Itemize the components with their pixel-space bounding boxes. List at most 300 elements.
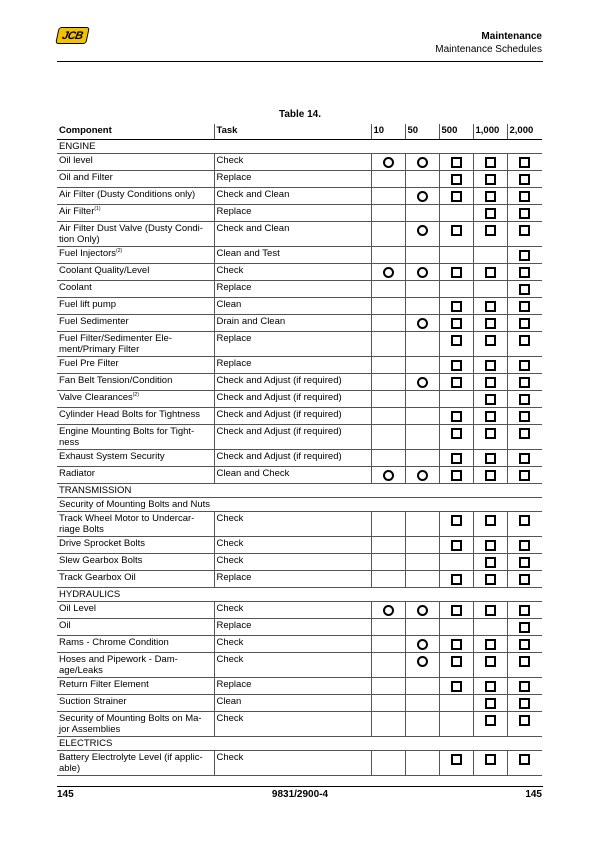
table-row: [57, 571, 542, 588]
circle-icon: [417, 605, 428, 616]
table-row: [57, 425, 542, 450]
column-header-component: Component: [57, 124, 214, 140]
component-text: Suction Strainer: [59, 696, 127, 707]
square-icon: [485, 453, 496, 464]
square-icon: [485, 157, 496, 168]
interval-cell: [507, 171, 542, 188]
interval-cell: [473, 695, 507, 712]
circle-icon: [417, 639, 428, 650]
interval-cell: [473, 171, 507, 188]
square-icon: [519, 335, 530, 346]
component-cell: [57, 357, 214, 374]
interval-cell: [473, 512, 507, 537]
interval-cell: [507, 315, 542, 332]
square-icon: [451, 605, 462, 616]
interval-cell: [473, 408, 507, 425]
header-title: Maintenance: [481, 31, 542, 42]
interval-cell: [473, 450, 507, 467]
table-row: [57, 408, 542, 425]
interval-cell: [439, 205, 473, 222]
component-cell: [57, 315, 214, 332]
interval-cell: [405, 205, 439, 222]
task-cell: Check: [214, 537, 371, 554]
interval-cell: [507, 512, 542, 537]
square-icon: [485, 267, 496, 278]
interval-cell: [371, 281, 405, 298]
table-row: [57, 188, 542, 205]
task-cell: Replace: [214, 571, 371, 588]
square-icon: [485, 605, 496, 616]
interval-cell: [507, 450, 542, 467]
task-cell: Check and Adjust (if required): [214, 374, 371, 391]
component-cell: [57, 298, 214, 315]
table-row: [57, 602, 542, 619]
component-text: Cylinder Head Bolts for Tightness: [59, 409, 200, 420]
interval-cell: [507, 602, 542, 619]
interval-cell: [371, 512, 405, 537]
square-icon: [485, 681, 496, 692]
square-icon: [451, 656, 462, 667]
interval-cell: [405, 467, 439, 484]
section-label: Security of Mounting Bolts and Nuts: [57, 498, 542, 512]
table-row: [57, 298, 542, 315]
component-cell: [57, 222, 214, 247]
interval-cell: [507, 695, 542, 712]
square-icon: [519, 574, 530, 585]
interval-cell: [473, 374, 507, 391]
square-icon: [519, 225, 530, 236]
interval-cell: [507, 222, 542, 247]
interval-cell: [405, 315, 439, 332]
square-icon: [519, 639, 530, 650]
square-icon: [451, 515, 462, 526]
footer-page-left: 145: [57, 789, 74, 800]
interval-cell: [439, 695, 473, 712]
task-cell: Clean: [214, 298, 371, 315]
square-icon: [451, 301, 462, 312]
interval-cell: [439, 467, 473, 484]
interval-cell: [473, 205, 507, 222]
component-cell: [57, 751, 214, 776]
square-icon: [519, 754, 530, 765]
interval-cell: [473, 298, 507, 315]
component-cell: [57, 188, 214, 205]
interval-cell: [371, 571, 405, 588]
task-cell: Check: [214, 636, 371, 653]
task-cell: Check and Adjust (if required): [214, 391, 371, 408]
interval-cell: [473, 751, 507, 776]
square-icon: [519, 208, 530, 219]
interval-cell: [405, 391, 439, 408]
interval-cell: [405, 537, 439, 554]
square-icon: [485, 411, 496, 422]
interval-cell: [507, 408, 542, 425]
table-row: [57, 537, 542, 554]
square-icon: [485, 754, 496, 765]
table-row: [57, 171, 542, 188]
logo-text: JCB: [60, 29, 85, 42]
interval-cell: [473, 619, 507, 636]
footer-doc-number: 9831/2900-4: [271, 789, 329, 800]
component-text: Drive Sprocket Bolts: [59, 538, 146, 549]
interval-cell: [473, 554, 507, 571]
component-text: Fuel Injectors: [59, 248, 117, 259]
interval-cell: [507, 554, 542, 571]
interval-cell: [507, 188, 542, 205]
square-icon: [519, 284, 530, 295]
footnote-ref: (2): [132, 392, 139, 398]
component-text: Air Filter (Dusty Conditions only): [59, 189, 196, 200]
interval-cell: [405, 636, 439, 653]
component-cell: [57, 247, 214, 264]
table-row: [57, 636, 542, 653]
interval-cell: [439, 298, 473, 315]
interval-cell: [439, 332, 473, 357]
circle-icon: [417, 318, 428, 329]
task-cell: Check and Adjust (if required): [214, 450, 371, 467]
interval-cell: [473, 247, 507, 264]
square-icon: [519, 267, 530, 278]
interval-cell: [439, 450, 473, 467]
table-row: [57, 678, 542, 695]
circle-icon: [383, 157, 394, 168]
interval-cell: [371, 653, 405, 678]
interval-cell: [405, 264, 439, 281]
interval-cell: [507, 619, 542, 636]
square-icon: [519, 191, 530, 202]
interval-cell: [473, 357, 507, 374]
component-text: Return Filter Element: [59, 679, 149, 690]
component-cell: [57, 712, 214, 737]
footer-divider: [57, 786, 543, 787]
interval-cell: [473, 712, 507, 737]
interval-cell: [371, 264, 405, 281]
square-icon: [519, 318, 530, 329]
interval-cell: [405, 512, 439, 537]
interval-cell: [405, 154, 439, 171]
component-text: Fuel Sedimenter: [59, 316, 129, 327]
square-icon: [485, 557, 496, 568]
interval-cell: [405, 653, 439, 678]
square-icon: [451, 411, 462, 422]
square-icon: [485, 360, 496, 371]
component-cell: [57, 171, 214, 188]
component-text: Valve Clearances: [59, 392, 133, 403]
table-row: [57, 619, 542, 636]
task-cell: Replace: [214, 171, 371, 188]
interval-cell: [439, 154, 473, 171]
interval-cell: [371, 222, 405, 247]
interval-cell: [507, 374, 542, 391]
section-row: [57, 140, 542, 154]
table-body: [57, 140, 542, 776]
interval-cell: [439, 315, 473, 332]
interval-cell: [473, 678, 507, 695]
task-cell: Check: [214, 751, 371, 776]
square-icon: [519, 540, 530, 551]
interval-cell: [371, 751, 405, 776]
square-icon: [519, 377, 530, 388]
interval-cell: [473, 537, 507, 554]
interval-cell: [371, 298, 405, 315]
component-cell: [57, 636, 214, 653]
footnote-ref: (1): [94, 206, 101, 212]
interval-cell: [473, 222, 507, 247]
interval-cell: [507, 425, 542, 450]
footnote-ref: (2): [116, 248, 123, 254]
interval-cell: [507, 636, 542, 653]
component-cell: [57, 554, 214, 571]
component-text: Fuel lift pump: [59, 299, 117, 310]
table-row: [57, 450, 542, 467]
component-cell: [57, 332, 214, 357]
task-cell: Clean: [214, 695, 371, 712]
table-row: [57, 554, 542, 571]
interval-cell: [473, 602, 507, 619]
interval-cell: [473, 653, 507, 678]
component-cell: [57, 467, 214, 484]
interval-cell: [439, 171, 473, 188]
interval-cell: [473, 571, 507, 588]
square-icon: [519, 622, 530, 633]
interval-cell: [473, 154, 507, 171]
task-cell: Replace: [214, 205, 371, 222]
interval-cell: [405, 408, 439, 425]
interval-cell: [473, 467, 507, 484]
component-text: Coolant: [59, 282, 92, 293]
task-cell: Check and Clean: [214, 222, 371, 247]
square-icon: [451, 174, 462, 185]
table-row: [57, 653, 542, 678]
column-header-2000: 2,000: [507, 124, 542, 140]
interval-cell: [371, 391, 405, 408]
interval-cell: [371, 154, 405, 171]
interval-cell: [371, 205, 405, 222]
interval-cell: [439, 571, 473, 588]
table-row: [57, 712, 542, 737]
component-text: Rams - Chrome Condition: [59, 637, 169, 648]
component-text: Oil: [59, 620, 71, 631]
interval-cell: [473, 315, 507, 332]
section-label: ELECTRICS: [57, 737, 542, 751]
interval-cell: [405, 357, 439, 374]
interval-cell: [371, 678, 405, 695]
table-row: [57, 332, 542, 357]
square-icon: [451, 377, 462, 388]
interval-cell: [507, 678, 542, 695]
interval-cell: [507, 712, 542, 737]
task-cell: Replace: [214, 281, 371, 298]
interval-cell: [405, 332, 439, 357]
component-text: Air Filter Dust Valve (Dusty Condi-tion Only): [59, 223, 203, 245]
interval-cell: [371, 602, 405, 619]
interval-cell: [405, 374, 439, 391]
square-icon: [451, 681, 462, 692]
interval-cell: [507, 281, 542, 298]
square-icon: [485, 574, 496, 585]
interval-cell: [405, 222, 439, 247]
interval-cell: [405, 450, 439, 467]
interval-cell: [405, 695, 439, 712]
square-icon: [485, 656, 496, 667]
task-cell: Replace: [214, 619, 371, 636]
component-text: Radiator: [59, 468, 95, 479]
interval-cell: [405, 678, 439, 695]
square-icon: [485, 301, 496, 312]
square-icon: [485, 394, 496, 405]
square-icon: [519, 557, 530, 568]
circle-icon: [417, 377, 428, 388]
square-icon: [451, 267, 462, 278]
square-icon: [519, 656, 530, 667]
square-icon: [485, 377, 496, 388]
square-icon: [451, 428, 462, 439]
circle-icon: [417, 191, 428, 202]
circle-icon: [417, 225, 428, 236]
table-row: [57, 281, 542, 298]
component-text: Coolant Quality/Level: [59, 265, 150, 276]
component-cell: [57, 619, 214, 636]
interval-cell: [507, 154, 542, 171]
square-icon: [451, 453, 462, 464]
component-text: Fan Belt Tension/Condition: [59, 375, 173, 386]
square-icon: [451, 191, 462, 202]
square-icon: [485, 715, 496, 726]
component-cell: [57, 264, 214, 281]
interval-cell: [371, 188, 405, 205]
column-header-task: Task: [214, 124, 371, 140]
interval-cell: [371, 171, 405, 188]
interval-cell: [507, 357, 542, 374]
component-cell: [57, 408, 214, 425]
task-cell: Check and Adjust (if required): [214, 408, 371, 425]
interval-cell: [439, 636, 473, 653]
interval-cell: [439, 554, 473, 571]
interval-cell: [507, 391, 542, 408]
table-row: [57, 467, 542, 484]
circle-icon: [417, 267, 428, 278]
interval-cell: [405, 281, 439, 298]
table-row: [57, 264, 542, 281]
square-icon: [451, 540, 462, 551]
interval-cell: [439, 281, 473, 298]
component-text: Air Filter: [59, 206, 95, 217]
component-cell: [57, 537, 214, 554]
jcb-logo: [55, 27, 90, 44]
component-text: Oil Level: [59, 603, 96, 614]
table-row: [57, 154, 542, 171]
square-icon: [519, 453, 530, 464]
section-label: HYDRAULICS: [57, 588, 542, 602]
component-cell: [57, 653, 214, 678]
component-cell: [57, 425, 214, 450]
square-icon: [519, 681, 530, 692]
section-label: ENGINE: [57, 140, 542, 154]
component-cell: [57, 391, 214, 408]
column-header-50: 50: [405, 124, 439, 140]
interval-cell: [371, 695, 405, 712]
circle-icon: [383, 470, 394, 481]
table-row: [57, 205, 542, 222]
square-icon: [451, 335, 462, 346]
interval-cell: [371, 619, 405, 636]
interval-cell: [507, 332, 542, 357]
component-cell: [57, 695, 214, 712]
interval-cell: [371, 374, 405, 391]
table-row: [57, 222, 542, 247]
component-text: Slew Gearbox Bolts: [59, 555, 143, 566]
square-icon: [451, 157, 462, 168]
square-icon: [485, 191, 496, 202]
interval-cell: [439, 653, 473, 678]
square-icon: [519, 605, 530, 616]
interval-cell: [507, 751, 542, 776]
component-cell: [57, 678, 214, 695]
interval-cell: [439, 247, 473, 264]
interval-cell: [371, 636, 405, 653]
interval-cell: [473, 332, 507, 357]
square-icon: [519, 157, 530, 168]
table-row: [57, 391, 542, 408]
interval-cell: [371, 554, 405, 571]
section-row: [57, 498, 542, 512]
interval-cell: [405, 619, 439, 636]
square-icon: [485, 698, 496, 709]
component-cell: [57, 205, 214, 222]
component-text: Security of Mounting Bolts on Ma-jor Assemblies: [59, 713, 202, 735]
interval-cell: [507, 205, 542, 222]
interval-cell: [439, 391, 473, 408]
square-icon: [451, 470, 462, 481]
component-cell: [57, 571, 214, 588]
table-row: [57, 695, 542, 712]
square-icon: [485, 335, 496, 346]
table-row: [57, 751, 542, 776]
component-text: Fuel Pre Filter: [59, 358, 119, 369]
table-row: [57, 247, 542, 264]
square-icon: [485, 225, 496, 236]
task-cell: Drain and Clean: [214, 315, 371, 332]
header-subtitle: Maintenance Schedules: [435, 44, 542, 55]
interval-cell: [439, 537, 473, 554]
task-cell: Check: [214, 154, 371, 171]
component-text: Battery Electrolyte Level (if applic-able): [59, 752, 203, 774]
square-icon: [485, 428, 496, 439]
interval-cell: [371, 450, 405, 467]
interval-cell: [439, 751, 473, 776]
table-row: [57, 512, 542, 537]
square-icon: [519, 411, 530, 422]
square-icon: [485, 208, 496, 219]
table-row: [57, 315, 542, 332]
square-icon: [519, 360, 530, 371]
square-icon: [519, 715, 530, 726]
circle-icon: [383, 267, 394, 278]
square-icon: [451, 360, 462, 371]
task-cell: Replace: [214, 678, 371, 695]
interval-cell: [405, 751, 439, 776]
interval-cell: [405, 298, 439, 315]
square-icon: [519, 515, 530, 526]
task-cell: Check and Adjust (if required): [214, 425, 371, 450]
interval-cell: [405, 602, 439, 619]
interval-cell: [371, 712, 405, 737]
interval-cell: [439, 264, 473, 281]
interval-cell: [473, 281, 507, 298]
circle-icon: [417, 656, 428, 667]
component-text: Hoses and Pipework - Dam-age/Leaks: [59, 654, 178, 676]
interval-cell: [473, 391, 507, 408]
